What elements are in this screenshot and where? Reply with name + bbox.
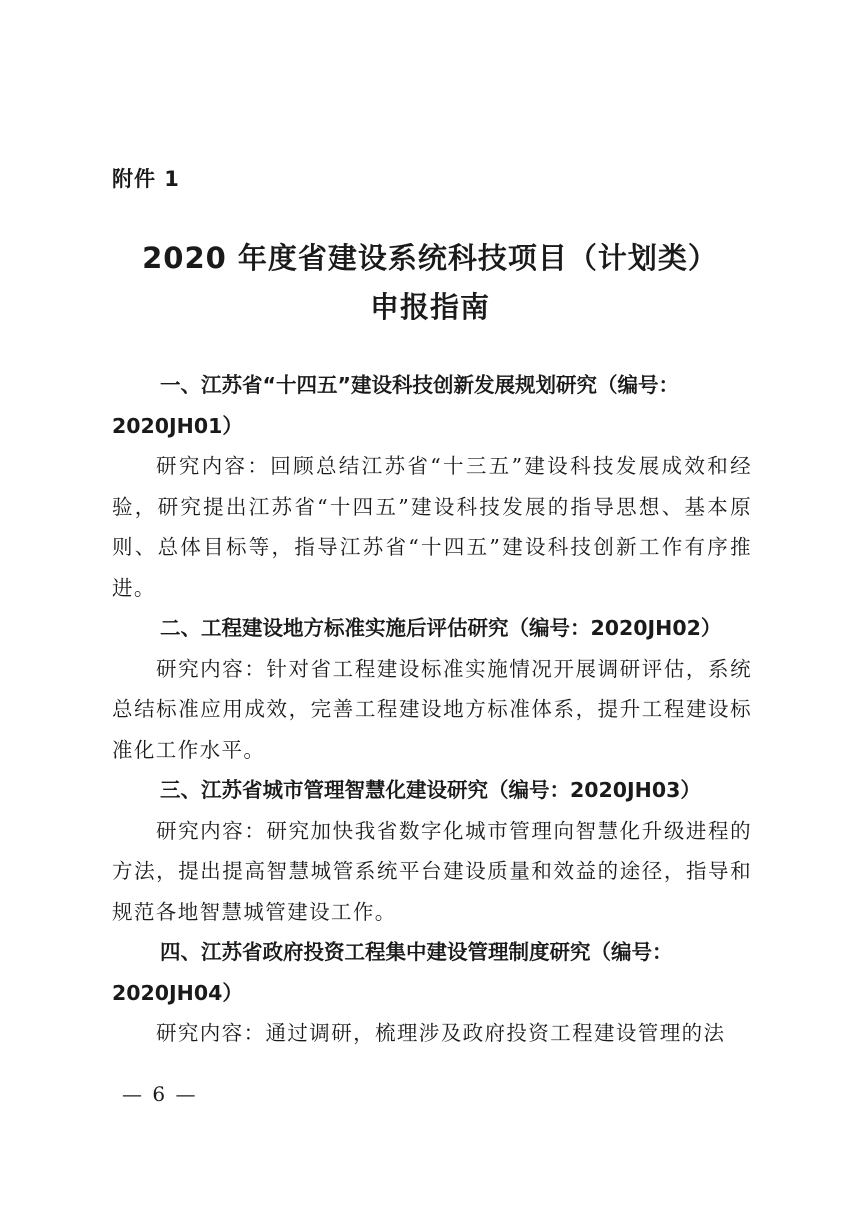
section-2-heading: 二、工程建设地方标准实施后评估研究（编号：2020JH02） <box>160 616 722 640</box>
page-number: — 6 — <box>122 1082 198 1106</box>
section-4-heading: 四、江苏省政府投资工程集中建设管理制度研究（编号：2020JH04） <box>112 940 673 1005</box>
section-1-content: 研究内容：回顾总结江苏省“十三五”建设科技发展成效和经验，研究提出江苏省“十四五”建设科技发展的指导思想、基本原则、总体目标等，指导江苏省“十四五”建设科技创新工作有序推进。 <box>112 454 752 600</box>
section-1-heading: 一、江苏省“十四五”建设科技创新发展规划研究（编号：2020JH01） <box>112 373 679 438</box>
attachment-label: 附件 1 <box>112 167 180 191</box>
section-3-content: 研究内容：研究加快我省数字化城市管理向智慧化升级进程的方法，提出提高智慧城管系统平台建设质量和效益的途径，指导和规范各地智慧城管建设工作。 <box>112 818 752 924</box>
document-title-line-2: 申报指南 <box>369 290 490 324</box>
document-body <box>112 365 752 1054</box>
section-3-heading: 三、江苏省城市管理智慧化建设研究（编号：2020JH03） <box>160 778 701 802</box>
section-4-content: 研究内容：通过调研，梳理涉及政府投资工程建设管理的法 <box>156 1021 726 1045</box>
section-2-content: 研究内容：针对省工程建设标准实施情况开展调研评估，系统总结标准应用成效，完善工程建设地方标准体系，提升工程建设标准化工作水平。 <box>112 656 752 762</box>
document-title-line-1: 2020 年度省建设系统科技项目（计划类） <box>142 241 718 275</box>
